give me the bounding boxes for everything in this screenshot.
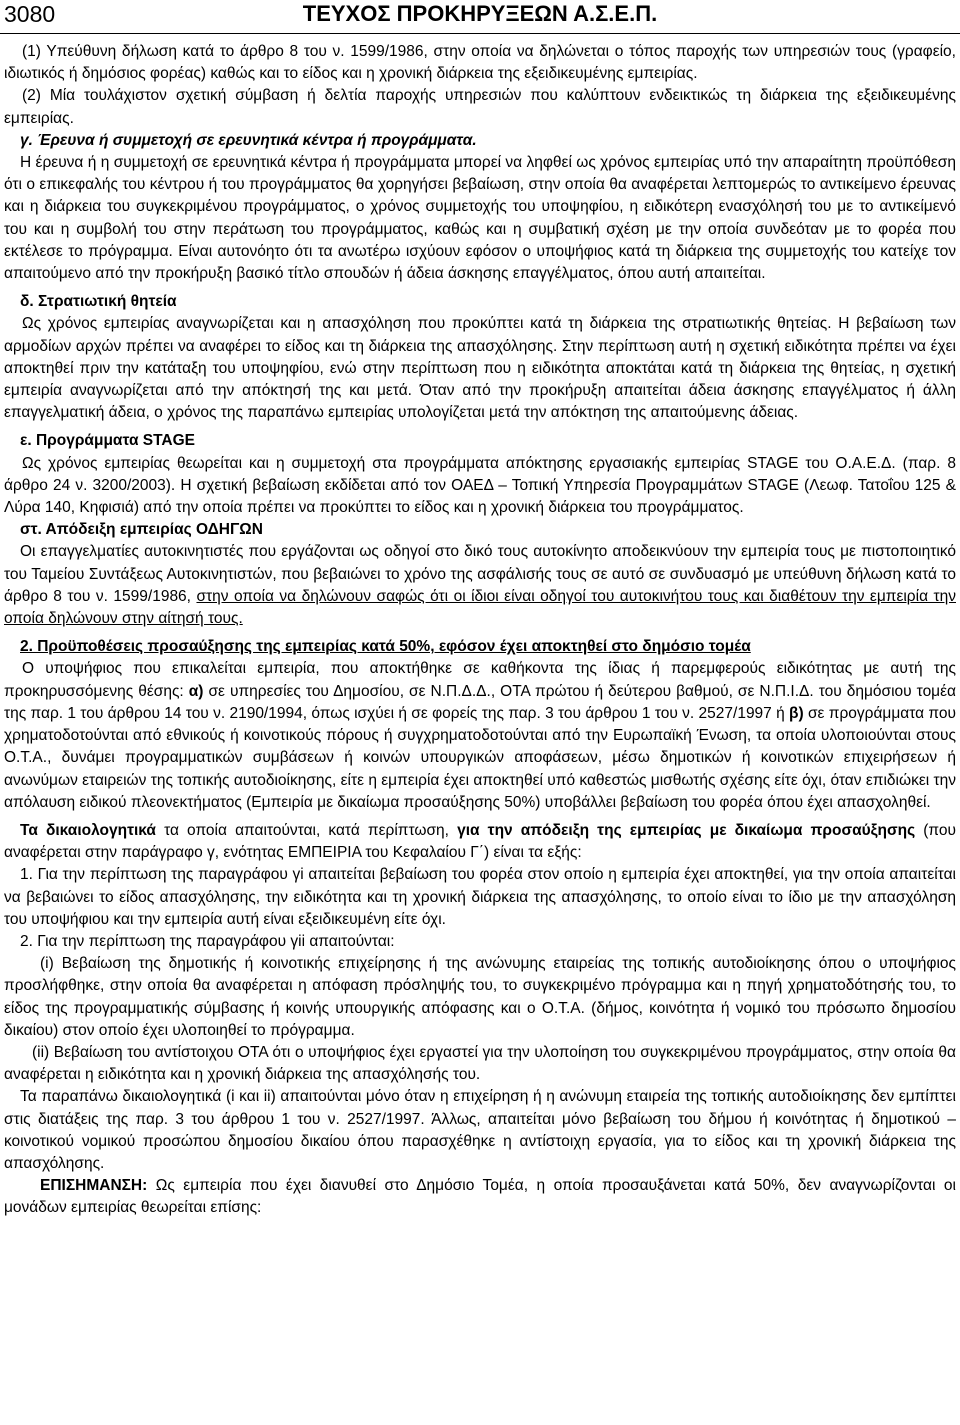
notice-text: Ως εμπειρία που έχει διανυθεί στο Δημόσιο Τομέα, η οποία προσαυξάνεται κατά 50%, δεν αναγνωρίζονται οι μονάδων εμπειρίας θεωρείται επίσης: — [4, 1177, 956, 1217]
paragraph-stage: Ως χρόνος εμπειρίας θεωρείται και η συμμετοχή στα προγράμματα απόκτησης εργασιακής εμπειρίας STAGE του Ο.Α.Ε.Δ. (παρ. 8 άρθρο 24 ν. 3200/2003). Η σχετική βεβαίωση εκδίδεται από τον ΟΑΕΔ – Τοπική Υπηρεσία Προγραμμάτων STAGE (Λεωφ. Τατοΐου 125 & Λύρα 140, Κηφισιά) από την οποία πρέπει να προκύπτει το είδος και η χρονική διάρκεια του προγράμματος. — [4, 454, 956, 517]
paragraph-contract: (2) Μία τουλάχιστον σχετική σύμβαση ή δελτία παροχής υπηρεσιών που καλύπτουν ενδεικτικώς τη διάρκεια της εξειδικευμένης εμπειρίας. — [4, 87, 956, 127]
item-b-marker: β) — [789, 704, 804, 722]
header-divider — [0, 33, 960, 34]
increase-text-3: σε προγράμματα που χρηματοδοτούνται από εθνικούς ή κοινοτικούς πόρους ή συγχρηματοδοτούνται από την Ευρωπαϊκή Ένωση, τα οποία υλοποιούνται στους Ο.Τ.Α., δυνάμει προγραμματικών συμβάσεων ή κοινών υπουργικών αποφάσεων, μέσω δημοτικών ή κοινοτικών επιχειρήσεων ή ανωνύμων εταιρειών της τοπικής αυτοδιοίκησης, είτε η εμπειρία έχει αποκτηθεί υπό καθεστώς μισθωτής σχέσης είτε όχι, όταν επιδιώκει την απόλαυση ειδικού πλεονεκτήματος (Εμπειρία με δικαίωμα προσαύξησης 50%) υποβάλλει βεβαίωση του φορέα όπου έχει απασχοληθεί. — [4, 704, 956, 811]
documents-text-1: τα οποία απαιτούνται, κατά περίπτωση, — [155, 821, 458, 839]
paragraph-documents — [4, 820, 956, 864]
paragraph-notice — [4, 1175, 956, 1219]
heading-research: γ. Έρευνα ή συμμετοχή σε ερευνητικά κέντρα ή προγράμματα. — [20, 131, 477, 149]
paragraph-case-2-ii: (ii) Βεβαίωση του αντίστοιχου ΟΤΑ ότι ο υποψήφιος έχει εργαστεί για την υλοποίηση του συγκεκριμένου προγράμματος, στην οποία θα αναφέρεται η ειδικότητα και η χρονική διάρκεια της απασχόλησής του. — [4, 1043, 956, 1084]
documents-text-2: (που αναφέρεται στην παράγραφο γ, ενότητας ΕΜΠΕΙΡΙΑ του Κεφαλαίου Γ΄) είναι τα εξής: — [4, 821, 956, 862]
page-number: 3080 — [4, 1, 56, 27]
heading-stage: ε. Προγράμματα STAGE — [20, 432, 196, 450]
heading-drivers: στ. Απόδειξη εμπειρίας ΟΔΗΓΩΝ — [20, 521, 263, 539]
paragraph-increase — [4, 658, 956, 813]
paragraph-documents-note: Τα παραπάνω δικαιολογητικά (i και ii) απαιτούνται μόνο όταν η επιχείρηση ή η ανώνυμη εταιρεία της τοπικής αυτοδιοίκησης δεν εμπίπτει στις διατάξεις της παρ. 3 του άρθρου 1 του ν. 2527/1997. Άλλως, απαιτείται μόνο βεβαίωση του δήμου ή κοινότητας ή δημοτικού – κοινοτικού νομικού προσώπου δημοσίου δικαίου όπου παρασχέθηκε η αντίστοιχη εργασία, για το είδος και τη χρονική διάρκεια της απασχόλησης. — [4, 1088, 956, 1172]
drivers-text: Οι επαγγελματίες αυτοκινητιστές που εργάζονται ως οδηγοί στο δικό τους αυτοκίνητο αποδεικνύουν την εμπειρία τους με πιστοποιητικό του Ταμείου Συντάξεως Αυτοκινητιστών, που βεβαιώνει το χρόνο της ασφάλισής τους σε αυτό σε συνδυασμό με υπεύθυνη δήλωση κατά το άρθρο 8 του ν. 1599/1986, — [4, 543, 956, 605]
notice-label: ΕΠΙΣΗΜΑΝΣΗ: — [40, 1177, 148, 1195]
document-body — [4, 41, 956, 1220]
increase-text-1: Ο υποψήφιος που επικαλείται εμπειρία, που αποκτήθηκε σε καθήκοντα της ίδιας ή παρεμφερούς ειδικότητας με αυτή της προκηρυσσόμενης θέσης: — [4, 660, 956, 700]
publication-title: ΤΕΥΧΟΣ ΠΡΟΚΗΡΥΞΕΩΝ Α.Σ.Ε.Π. — [302, 1, 658, 26]
heading-military: δ. Στρατιωτική θητεία — [20, 293, 177, 311]
paragraph-case-1: 1. Για την περίπτωση της παραγράφου γi απαιτείται βεβαίωση του φορέα στον οποίο η εμπειρία έχει αποκτηθεί, για την οποία απαιτείται να βεβαιώνει το είδος απασχόλησης, την ειδικότητα και τη χρονική διάρκεια της απασχόλησης, το οποίο είναι το ίδιο με την απασχόληση του υποψήφιου και την εμπειρία αυτή είναι εξειδικευμένη είτε όχι. — [4, 866, 956, 928]
drivers-underlined-text: στην οποία να δηλώνουν σαφώς ότι οι ίδιοι είναι οδηγοί του αυτοκινήτου τους και διαθέτουν την εμπειρία την οποία δηλώνουν στην αίτησή τους. — [4, 587, 956, 628]
paragraph-research: Η έρευνα ή η συμμετοχή σε ερευνητικά κέντρα ή προγράμματα μπορεί να ληφθεί ως χρόνος εμπειρίας υπό την απαραίτητη προϋπόθεση ότι ο επικεφαλής του κέντρου ή του προγράμματος θα χορηγήσει βεβαίωση, στην οποία θα αναφέρεται λεπτομερώς το αντικείμενο έρευνας και η διάρκεια του συγκεκριμένου προγράμματος, ο χρόνος συμμετοχής του υποψηφίου, η ειδικότερη ενασχόλησή του με το αντικείμενό του και η συμβολή του στην περάτωση του προγράμματος, καθώς και η συμβατική σχέση με την οποία συνδεόταν με το φορέα που εκτέλεσε το πρόγραμμα. Είναι αυτονόητο ότι τα ανωτέρω ισχύουν εφόσον ο υποψήφιος κατά τη διάρκεια της συμμετοχής του κατείχε τον απαιτούμενο από την προκήρυξη βασικό τίτλο σπουδών ή άδεια άσκησης επαγγέλματος, όπου αυτή απαιτείται. — [4, 154, 956, 283]
paragraph-case-2-i: (i) Βεβαίωση της δημοτικής ή κοινοτικής επιχείρησης ή της ανώνυμης εταιρείας της τοπικής αυτοδιοίκησης όπου ο υποψήφιος προσλήφθηκε, στην οποία θα αναφέρεται η απόφαση πρόσληψής του, το συγκεκριμένο πρόγραμμα και η πηγή χρηματοδότησής του, το είδος της προγραμματικής σύμβασης ή κοινής υπουργικής απόφασης και ο Ο.Τ.Α. (δήμος, κοινότητα ή νομικό του πρόσωπο δημοσίου δικαίου) στον οποίο έχει υλοποιηθεί το πρόγραμμα. — [4, 955, 956, 1039]
item-a-marker: α) — [188, 682, 204, 700]
documents-bold-2: για την απόδειξη της εμπειρίας με δικαίωμα προσαύξησης — [457, 821, 916, 839]
paragraph-military: Ως χρόνος εμπειρίας αναγνωρίζεται και η απασχόληση που προκύπτει κατά τη διάρκεια της στρατιωτικής θητείας. Η βεβαίωση των αρμοδίων αρχών πρέπει να αναφέρει το είδος και τη διάρκεια της απασχόλησης. Στην περίπτωση αυτή η σχετική ειδικότητα πρέπει να έχει αποκτηθεί πριν την κατάταξη του υποψηφίου, ενώ στην περίπτωση που η ειδικότητα αποκτάται κατά τη διάρκεια της θητείας, η σχετική εμπειρία αναγνωρίζεται από την απόκτησή της και μετά. Όταν από την προκήρυξη απαιτείται άδεια άσκησης επαγγέλματος ή άλλη επαγγελματική άδεια, ο χρόνος της παραπάνω εμπειρίας υπολογίζεται μετά την απόκτηση της απαιτούμενης άδειας. — [4, 315, 956, 422]
documents-bold-1: Τα δικαιολογητικά — [20, 821, 156, 839]
increase-text-2: σε υπηρεσίες του Δημοσίου, σε Ν.Π.Δ.Δ., ΟΤΑ πρώτου ή δεύτερου βαθμού, σε Ν.Π.Ι.Δ. του δημόσιου τομέα της παρ. 1 του άρθρου 14 του ν. 2190/1994, όπως ισχύει ή σε φορείς της παρ. 3 του άρθρου 1 του ν. 2527/1997 ή — [4, 682, 956, 722]
page-header — [0, 0, 960, 30]
paragraph-drivers — [4, 541, 956, 630]
paragraph-case-2: 2. Για την περίπτωση της παραγράφου γii απαιτούνται: — [20, 932, 395, 950]
paragraph-declaration: (1) Υπεύθυνη δήλωση κατά το άρθρο 8 του ν. 1599/1986, στην οποία να δηλώνεται ο τόπος παροχής των υπηρεσιών τους (γραφείο, ιδιωτικός ή δημόσιος φορέας) καθώς και το είδος και η χρονική διάρκεια της εξειδικευμένης εμπειρίας. — [4, 43, 956, 83]
heading-increase-conditions: 2. Προϋποθέσεις προσαύξησης της εμπειρίας κατά 50%, εφόσον έχει αποκτηθεί στο δημόσιο τομέα — [20, 638, 751, 656]
